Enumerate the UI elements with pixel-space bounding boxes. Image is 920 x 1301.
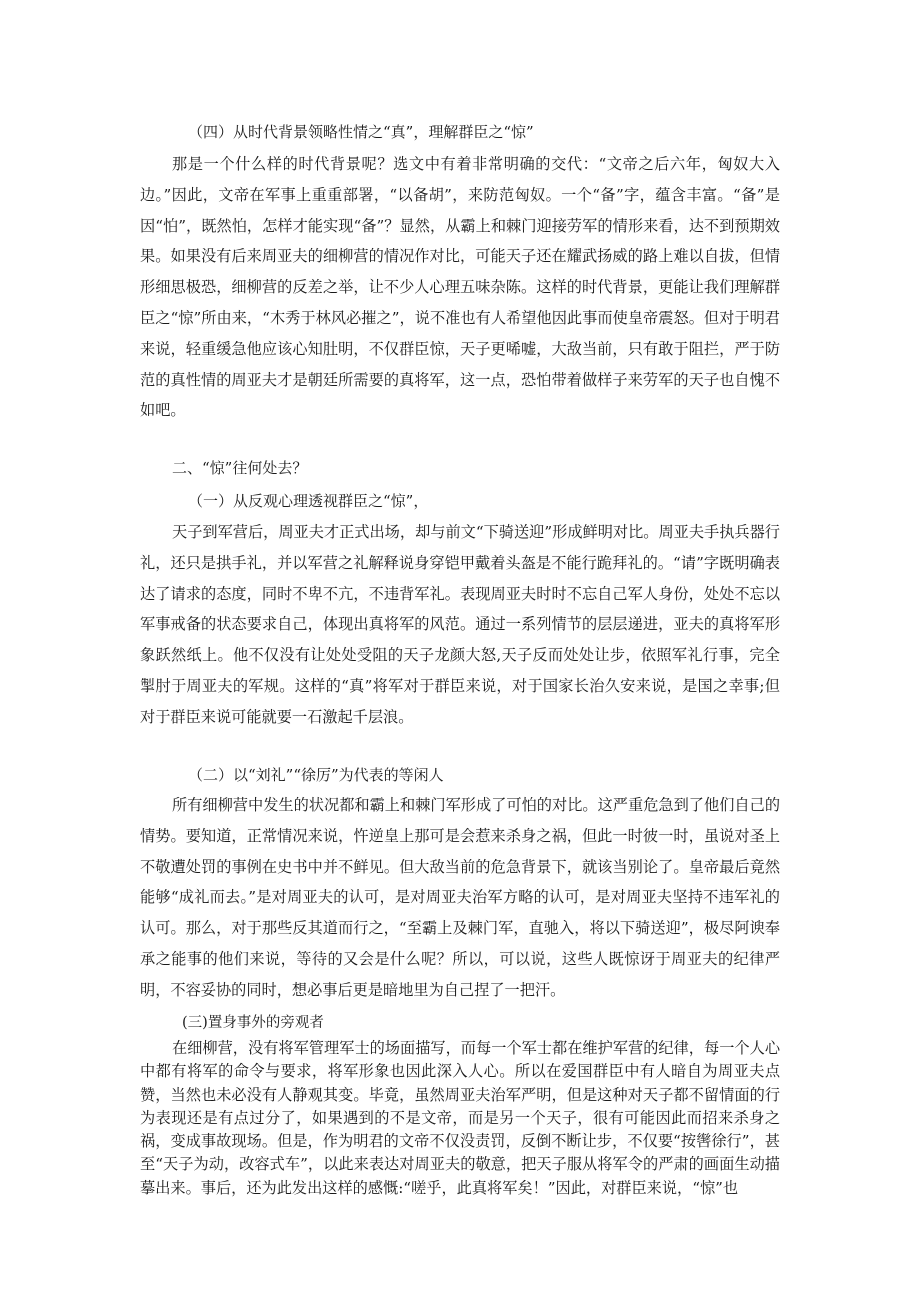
subsection-heading-1: （一）从反观心理透视群臣之“惊”， bbox=[188, 492, 429, 510]
section-heading-4: （四）从时代背景领略性情之“真”，理解群臣之“惊” bbox=[188, 123, 534, 141]
body-paragraph: 所有细柳营中发生的状况都和霸上和棘门军形成了可怕的对比。这严重危急到了他们自己的情势。要知道，正常情况来说，忤逆皇上那可是会惹来杀身之祸，但此一时彼一时，虽说对圣上不敬遭处罚的事例在史书中并不鲜见。但大敌当前的危急背景下，就该当别论了。皇帝最后竟然能够“成礼而去。”是对周亚夫的认可，是对周亚夫治军方略的认可，是对周亚夫坚持不违军礼的认可。那么，对于那些反其道而行之，“至霸上及棘门军，直驰入，将以下骑送迎”，极尽阿谀奉承之能事的他们来说，等待的又会是什么呢？所以，可以说，这些人既惊讶于周亚夫的纪律严明，不容妥协的同时，想必事后更是暗地里为自己捏了一把汗。 bbox=[140, 796, 780, 999]
body-paragraph: 那是一个什么样的时代背景呢？选文中有着非常明确的交代：“文帝之后六年，匈奴大入边。”因此，文帝在军事上重重部署，“以备胡”，来防范匈奴。一个“备”字，蕴含丰富。“备”是因“怕”，既然怕，怎样才能实现“备”？显然，从霸上和棘门迎接劳军的情形来看，达不到预期效果。如果没有后来周亚夫的细柳营的情况作对比，可能天子还在耀武扬威的路上难以自拔，但情形细思极恐，细柳营的反差之举，让不少人心理五味杂陈。这样的时代背景，更能让我们理解群臣之“惊”所由来，“木秀于林风必摧之”，说不准也有人希望他因此事而使皇帝震怒。但对于明君来说，轻重缓急他应该心知肚明，不仅群臣惊，天子更唏嘘，大敌当前，只有敢于阻拦，严于防范的真性情的周亚夫才是朝廷所需要的真将军，这一点，恐怕带着做样子来劳军的天子也自愧不如吧。 bbox=[140, 155, 780, 420]
subsection-heading-3: (三)置身事外的旁观者 bbox=[182, 1015, 324, 1031]
body-paragraph: 天子到军营后，周亚夫才正式出场，却与前文“下骑送迎”形成鲜明对比。周亚夫手执兵器行礼，还只是拱手礼，并以军营之礼解释说身穿铠甲戴着头盔是不能行跪拜礼的。“请”字既明确表达了请求的态度，同时不卑不亢，不违背军礼。表现周亚夫时时不忘自己军人身份，处处不忘以军事戒备的状态要求自己，体现出真将军的风范。通过一系列情节的层层递进，亚夫的真将军形象跃然纸上。他不仅没有让处处受阻的天子龙颜大怒,天子反而处处让步，依照军礼行事，完全掣肘于周亚夫的军规。这样的“真”将军对于群臣来说，对于国家长治久安来说，是国之幸事;但对于群臣来说可能就要一石激起千层浪。 bbox=[140, 523, 780, 726]
subsection-heading-2: （二）以“刘礼”“徐厉”为代表的等闲人 bbox=[188, 766, 444, 784]
body-paragraph: 在细柳营，没有将军管理军士的场面描写，而每一个军士都在维护军营的纪律，每一个人心中都有将军的命令与要求，将军形象也因此深入人心。所以在爱国群臣中有人暗自为周亚夫点赞，当然也未必没有人静观其变。毕竟，虽然周亚夫治军严明，但是这种对天子都不留情面的行为表现还是有点过分了，如果遇到的不是文帝，而是另一个天子，很有可能因此而招来杀身之祸，变成事故现场。但是，作为明君的文帝不仅没责罚，反倒不断让步，不仅要“按辔徐行”，甚至“天子为动，改容式车”，以此来表达对周亚夫的敬意，把天子服从将军令的严肃的画面生动描摹出来。事后，还为此发出这样的感慨:“嗟乎，此真将军矣！”因此，对群臣来说，“惊”也 bbox=[140, 1039, 780, 1197]
section-title-2: 二、“惊”往何处去？ bbox=[172, 459, 308, 477]
